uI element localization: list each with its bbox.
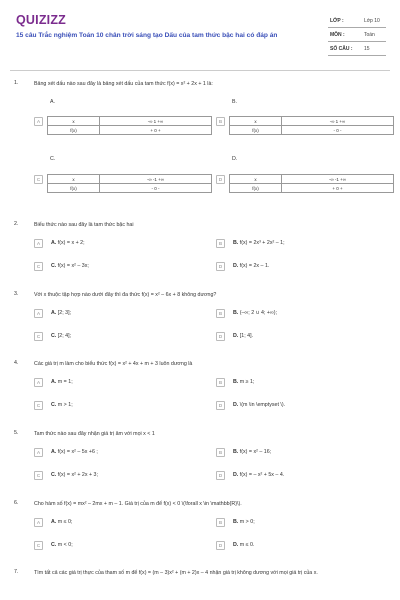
option-badge[interactable]: A [34, 378, 43, 387]
table-cell: -∞ 1 +∞ [282, 117, 394, 126]
question-text: Với x thuộc tập hợp nào dưới đây thì đa thức f(x) = x² – 6x + 8 không dương? [34, 292, 217, 298]
question-number: 1. [14, 80, 19, 86]
option-badge[interactable]: C [34, 471, 43, 480]
table-cell: - 0 - [100, 184, 212, 193]
table-cell: -∞ -1 +∞ [100, 175, 212, 184]
meta-value: Lớp 10 [364, 18, 380, 24]
question-text: Tìm tất cả các giá trị thực của tham số m để f(x) = (m – 3)x² + (m + 2)x – 4 nhận giá trị không dương với mọi giá trị của x. [34, 570, 318, 576]
table-label: x [48, 175, 100, 184]
table-cell: + 0 + [100, 126, 212, 135]
table-label: f(x) [48, 184, 100, 193]
option-text: C. f(x) = x² – 3x; [51, 263, 89, 269]
option-letter-d: D. [232, 156, 238, 162]
option-letter-a: A. [50, 99, 56, 105]
option-badge[interactable]: D [216, 332, 225, 341]
table-cell: -∞ -1 +∞ [282, 175, 394, 184]
sign-table-b[interactable] [229, 116, 394, 135]
meta-row-subject [328, 28, 386, 42]
option-badge[interactable]: D [216, 541, 225, 550]
option-badge[interactable]: A [34, 239, 43, 248]
table-label: f(x) [230, 126, 282, 135]
table-cell: -∞ 1 +∞ [100, 117, 212, 126]
question-text: Các giá trị m làm cho biểu thức f(x) = x² + 4x + m + 3 luôn dương là [34, 361, 193, 367]
option-badge[interactable]: B [216, 239, 225, 248]
option-text: B. f(x) = 2x³ + 2x² – 1; [233, 240, 285, 246]
question-text: Bảng xét dấu nào sau đây là bảng xét dấu của tam thức f(x) = x² + 2x + 1 là: [34, 81, 213, 87]
option-text: D. f(x) = – x² + 5x – 4. [233, 472, 285, 478]
option-badge[interactable]: A [34, 518, 43, 527]
option-badge-c[interactable]: C [34, 175, 43, 184]
option-text: C. m < 0; [51, 542, 73, 548]
question-text: Tam thức nào sau đây nhận giá trị âm với mọi x < 1 [34, 431, 155, 437]
question-text: Cho hàm số f(x) = mx² – 2mx + m – 1. Giá trị của m để f(x) < 0 \(\forall x \in \mathbb{R}\). [34, 501, 242, 507]
option-badge[interactable]: C [34, 401, 43, 410]
option-text: D. m ≤ 0. [233, 542, 255, 548]
sign-table-c[interactable] [47, 174, 212, 193]
meta-value: 15 [364, 46, 370, 52]
option-badge[interactable]: B [216, 309, 225, 318]
question-number: 6. [14, 500, 19, 506]
option-badge[interactable]: D [216, 262, 225, 271]
meta-row-class [328, 14, 386, 28]
option-text: A. m = 1; [51, 379, 73, 385]
option-badge[interactable]: D [216, 471, 225, 480]
option-letter-b: B. [232, 99, 238, 105]
option-badge[interactable]: C [34, 262, 43, 271]
table-label: x [230, 175, 282, 184]
option-badge[interactable]: D [216, 401, 225, 410]
sign-table-d[interactable] [229, 174, 394, 193]
meta-value: Toán [364, 32, 375, 38]
worksheet-meta [328, 14, 386, 56]
question-number: 3. [14, 291, 19, 297]
option-badge[interactable]: C [34, 332, 43, 341]
option-text: D. f(x) = 2x – 1. [233, 263, 270, 269]
option-text: A. f(x) = x² – 5x +6 ; [51, 449, 98, 455]
option-text: B. m > 0; [233, 519, 255, 525]
option-text: C. f(x) = x² + 2x + 3; [51, 472, 98, 478]
question-number: 4. [14, 360, 19, 366]
worksheet-title: 15 câu Trắc nghiệm Toán 10 chân trời sáng tạo Dấu của tam thức bậc hai có đáp án [16, 32, 278, 39]
option-badge-d[interactable]: D [216, 175, 225, 184]
table-label: x [230, 117, 282, 126]
option-text: A. f(x) = x + 2; [51, 240, 85, 246]
option-text: C. [2; 4]; [51, 333, 72, 339]
option-text: D. [1; 4]. [233, 333, 254, 339]
option-text: C. m > 1; [51, 402, 73, 408]
option-text: B. (–∞; 2 ∪ 4; +∞); [233, 310, 277, 316]
sign-table-a[interactable] [47, 116, 212, 135]
header-divider [10, 70, 390, 71]
meta-row-count [328, 42, 386, 56]
option-badge[interactable]: B [216, 378, 225, 387]
table-label: f(x) [48, 126, 100, 135]
quizizz-logo: QUIZIZZ [16, 13, 67, 27]
option-badge-a[interactable]: A [34, 117, 43, 126]
table-label: f(x) [230, 184, 282, 193]
option-badge[interactable]: A [34, 309, 43, 318]
meta-key: LỚP : [330, 18, 344, 24]
table-label: x [48, 117, 100, 126]
option-badge-b[interactable]: B [216, 117, 225, 126]
option-text: B. f(x) = x² – 16; [233, 449, 272, 455]
option-text: D. \(m \in \emptyset \). [233, 402, 286, 408]
option-text: B. m ≥ 1; [233, 379, 255, 385]
question-number: 5. [14, 430, 19, 436]
option-text: A. [2; 3]; [51, 310, 72, 316]
option-badge[interactable]: B [216, 448, 225, 457]
option-letter-c: C. [50, 156, 56, 162]
table-cell: - 0 - [282, 126, 394, 135]
question-text: Biểu thức nào sau đây là tam thức bậc hai [34, 222, 134, 228]
meta-key: SỐ CÂU : [330, 46, 353, 52]
option-badge[interactable]: A [34, 448, 43, 457]
meta-key: MÔN : [330, 32, 345, 38]
question-number: 7. [14, 569, 19, 575]
option-badge[interactable]: C [34, 541, 43, 550]
option-text: A. m ≤ 0; [51, 519, 73, 525]
question-number: 2. [14, 221, 19, 227]
option-badge[interactable]: B [216, 518, 225, 527]
table-cell: + 0 + [282, 184, 394, 193]
